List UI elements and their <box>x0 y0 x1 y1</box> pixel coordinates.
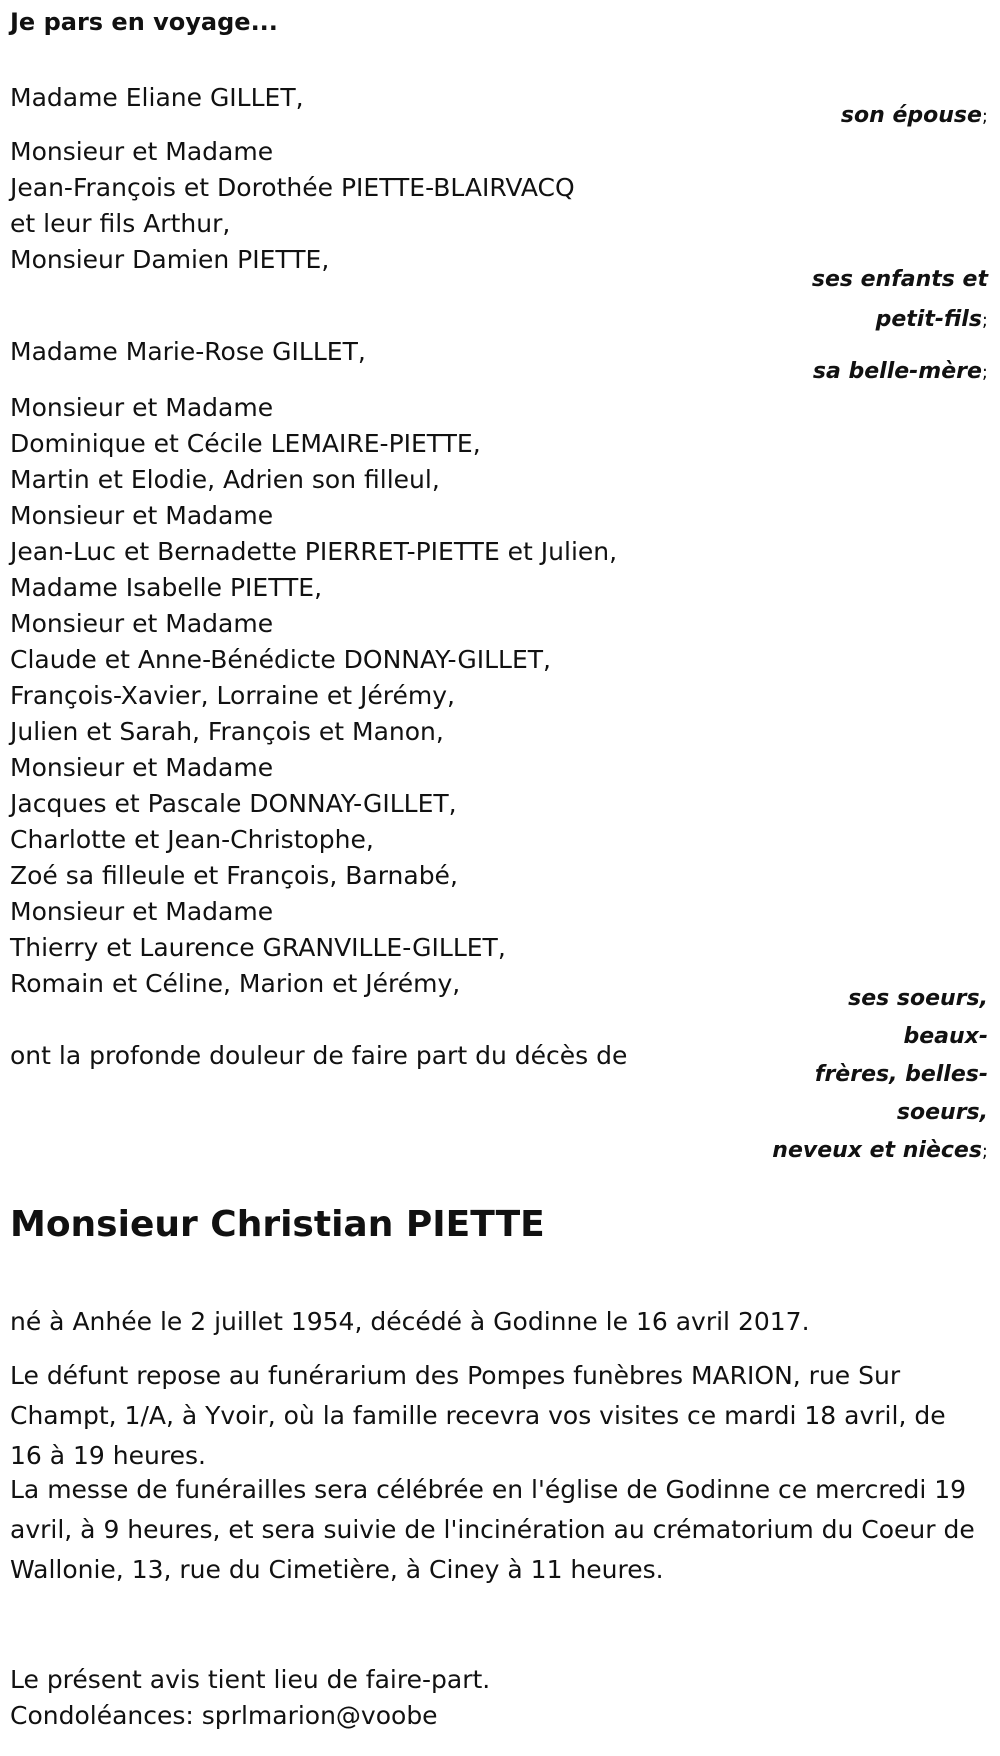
family-line: Julien et Sarah, François et Manon, <box>10 717 444 746</box>
family-line: et leur fils Arthur, <box>10 209 231 238</box>
family-line: Monsieur et Madame <box>10 393 274 422</box>
family-line: Monsieur et Madame <box>10 609 274 638</box>
family-line: Monsieur et Madame <box>10 137 274 166</box>
family-line: Monsieur et Madame <box>10 753 274 782</box>
family-line: Madame Eliane GILLET, <box>10 83 304 112</box>
family-line: Jacques et Pascale DONNAY-GILLET, <box>10 789 457 818</box>
family-line: Claude et Anne-Bénédicte DONNAY-GILLET, <box>10 645 551 674</box>
family-line: Martin et Elodie, Adrien son filleul, <box>10 465 440 494</box>
relation-label: son épouse; <box>840 103 988 128</box>
family-line: Monsieur et Madame <box>10 501 274 530</box>
heading: Je pars en voyage... <box>10 8 278 36</box>
deceased-name: Monsieur Christian PIETTE <box>10 1204 545 1245</box>
family-line: Monsieur Damien PIETTE, <box>10 245 330 274</box>
relation-label: sa belle-mère; <box>812 359 988 384</box>
family-line: Dominique et Cécile LEMAIRE-PIETTE, <box>10 429 481 458</box>
relation-label: ses enfants et petit-fils; <box>811 267 988 332</box>
family-line: Monsieur et Madame <box>10 897 274 926</box>
family-line: Madame Marie-Rose GILLET, <box>10 337 366 366</box>
family-line: François-Xavier, Lorraine et Jérémy, <box>10 681 455 710</box>
repose-text: Le défunt repose au funérarium des Pompes funèbres MARION, rue Sur Champt, 1/A, à Yvoir, où la famille recevra vos visites ce mardi 18 avril, de 16 à 19 heures. <box>10 1361 946 1470</box>
family-line: Jean-Luc et Bernadette PIERRET-PIETTE et Julien, <box>10 537 618 566</box>
family-line: Thierry et Laurence GRANVILLE-GILLET, <box>10 933 506 962</box>
family-line: Charlotte et Jean-Christophe, <box>10 825 374 854</box>
birth-death-text: né à Anhée le 2 juillet 1954, décédé à Godinne le 16 avril 2017. <box>10 1307 810 1336</box>
relation-label: ses soeurs, beaux- frères, belles- soeurs, neveux et nièces; <box>772 986 988 1163</box>
family-line: Madame Isabelle PIETTE, <box>10 573 323 602</box>
family-line: Zoé sa filleule et François, Barnabé, <box>10 861 458 890</box>
family-line: Jean-François et Dorothée PIETTE-BLAIRVACQ <box>10 173 575 202</box>
condolences-text: Condoléances: sprlmarion@voobe <box>10 1701 438 1730</box>
notice-text: Le présent avis tient lieu de faire-part. <box>10 1665 491 1694</box>
family-line: Romain et Céline, Marion et Jérémy, <box>10 969 461 998</box>
intro-text: ont la profonde douleur de faire part du décès de <box>10 1041 628 1070</box>
funeral-text: La messe de funérailles sera célébrée en l'église de Godinne ce mercredi 19 avril, à 9 heures, et sera suivie de l'incinération au crématorium du Coeur de Wallonie, 13, rue du Cimetière, à Ciney à 11 heures. <box>10 1475 975 1584</box>
